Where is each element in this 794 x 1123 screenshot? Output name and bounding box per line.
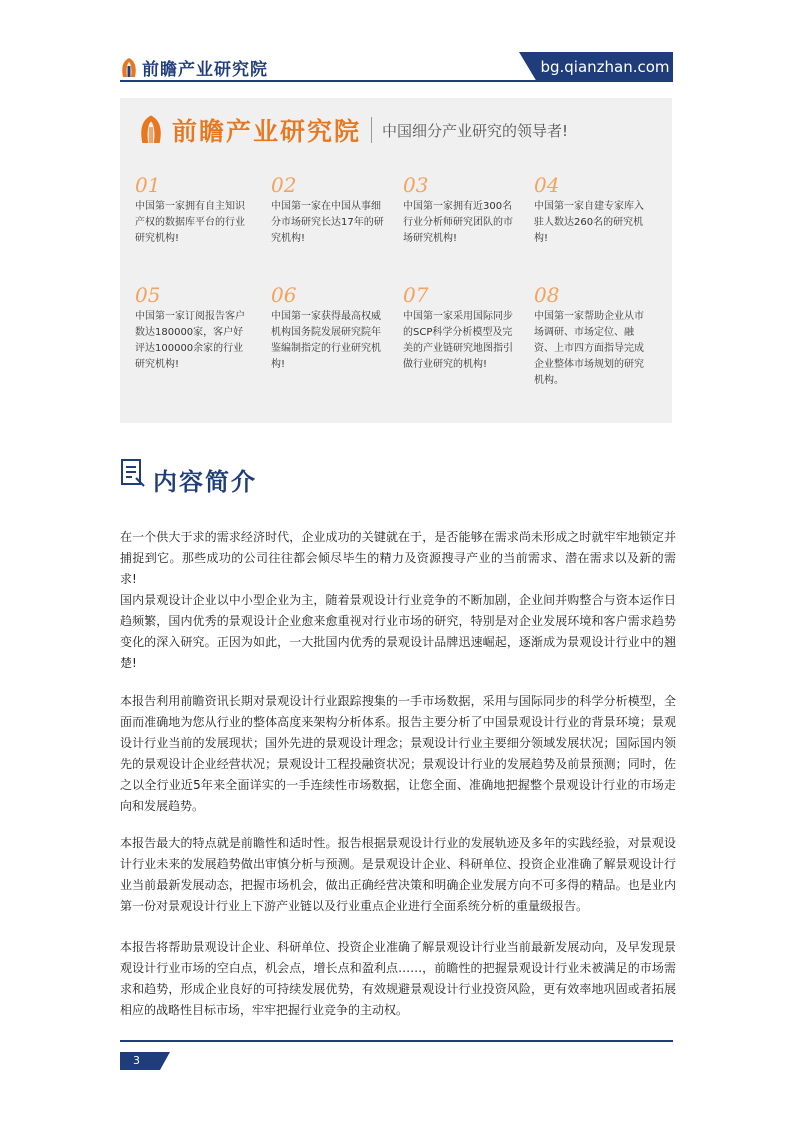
header-url[interactable]: bg.qianzhan.com	[537, 52, 673, 82]
banner-logo	[138, 112, 568, 148]
feature-number: 04	[534, 173, 560, 197]
feature-number: 02	[271, 173, 297, 197]
feature-item	[403, 283, 521, 373]
feature-text: 中国第一家拥有自主知识产权的数据库平台的行业研究机构!	[135, 201, 245, 244]
feature-item	[403, 173, 521, 247]
header-divider	[120, 80, 673, 82]
intro-paragraph: 在一个供大于求的需求经济时代，企业成功的关键就在于，是否能够在需求尚未形成之时就牢牢地锁定并捕捉到它。那些成功的公司往往都会倾尽毕生的精力及资源搜寻产业的当前需求、潜在需求以及新的需求!	[120, 530, 676, 586]
feature-item	[135, 173, 253, 247]
feature-item	[135, 283, 253, 373]
feature-item	[534, 283, 652, 389]
feature-text: 中国第一家拥有近300名行业分析师研究团队的市场研究机构!	[403, 201, 513, 244]
intro-paragraph: 本报告最大的特点就是前瞻性和适时性。报告根据景观设计行业的发展轨迹及多年的实践经验，对景观设计行业未来的发展趋势做出审慎分析与预测。是景观设计企业、科研单位、投资企业准确了解景观设计行业当前最新发展动态，把握市场机会，做出正确经营决策和明确企业发展方向不可多得的精品。也是业内第一份对景观设计行业上下游产业链以及行业重点企业进行全面系统分析的重量级报告。	[120, 836, 676, 913]
feature-text: 中国第一家订阅报告客户数达180000家，客户好评达100000余家的行业研究机构!	[135, 311, 245, 370]
footer-divider	[120, 1040, 673, 1042]
banner-slogan: 中国细分产业研究的领导者!	[382, 121, 569, 140]
feature-item	[534, 173, 652, 247]
page-number: 3	[120, 1052, 160, 1070]
feature-number: 03	[403, 173, 429, 197]
qianzhan-logo-icon	[120, 57, 138, 79]
banner-brand-name: 前瞻产业研究院	[172, 117, 362, 146]
feature-text: 中国第一家帮助企业从市场调研、市场定位、融资、上市四方面指导完成企业整体市场规划的研究机构。	[534, 311, 644, 386]
intro-paragraph: 国内景观设计企业以中小型企业为主，随着景观设计行业竞争的不断加剧，企业间并购整合与资本运作日趋频繁，国内优秀的景观设计企业愈来愈重视对行业市场的研究，特别是对企业发展环境和客户需求趋势变化的深入研究。正因为如此，一大批国内优秀的景观设计品牌迅速崛起，逐渐成为景观设计行业中的翘楚!	[120, 593, 676, 670]
feature-number: 01	[135, 173, 161, 197]
document-icon	[120, 458, 146, 488]
header-brand-name: 前瞻产业研究院	[142, 60, 268, 80]
feature-number: 05	[135, 283, 161, 307]
company-banner	[120, 98, 672, 423]
header-logo	[120, 55, 268, 80]
intro-paragraph: 本报告利用前瞻资讯长期对景观设计行业跟踪搜集的一手市场数据，采用与国际同步的科学分析模型，全面而准确地为您从行业的整体高度来架构分析体系。报告主要分析了中国景观设计行业的背景环境；景观设计行业当前的发展现状；国外先进的景观设计理念；景观设计行业主要细分领域发展状况；国际国内领先的景观设计企业经营状况；景观设计工程投融资状况；景观设计行业的发展趋势及前景预测；同时，佐之以全行业近5年来全面详实的一手连续性市场数据，让您全面、准确地把握整个景观设计行业的市场走向和发展趋势。	[120, 694, 676, 813]
qianzhan-logo-icon	[138, 113, 164, 147]
feature-number: 07	[403, 283, 429, 307]
feature-item	[271, 283, 389, 373]
feature-number: 06	[271, 283, 297, 307]
feature-number: 08	[534, 283, 560, 307]
feature-text: 中国第一家自建专家库入驻人数达260名的研究机构!	[534, 201, 644, 244]
intro-paragraph: 本报告将帮助景观设计企业、科研单位、投资企业准确了解景观设计行业当前最新发展动向，及早发现景观设计行业市场的空白点，机会点，增长点和盈利点……，前瞻性的把握景观设计行业未被满足的市场需求和趋势，形成企业良好的可持续发展优势，有效规避景观设计行业投资风险，更有效率地巩固或者拓展相应的战略性目标市场，牢牢把握行业竞争的主动权。	[120, 940, 676, 1017]
feature-text: 中国第一家获得最高权威机构国务院发展研究院年鉴编制指定的行业研究机构!	[271, 311, 381, 370]
section-title: 内容简介	[153, 468, 257, 496]
feature-item	[271, 173, 389, 247]
feature-text: 中国第一家采用国际同步的SCP科学分析模型及完美的产业链研究地图指引做行业研究的机构!	[403, 311, 513, 370]
banner-divider	[371, 117, 372, 143]
feature-text: 中国第一家在中国从事细分市场研究长达17年的研究机构!	[271, 201, 384, 244]
